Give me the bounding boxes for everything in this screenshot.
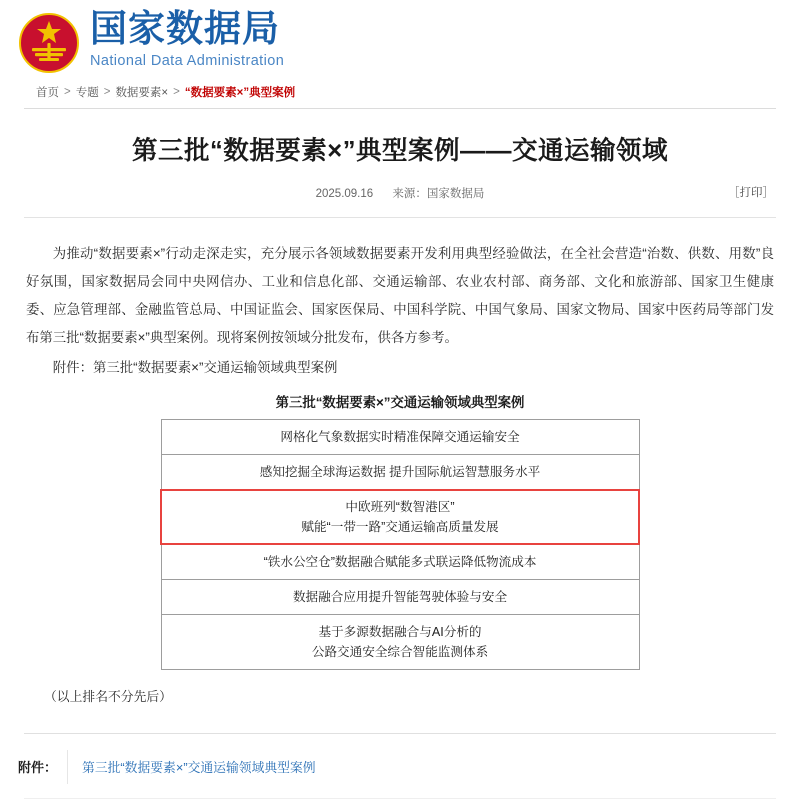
breadcrumb (36, 84, 800, 100)
article-paragraph: 为推动“数据要素×”行动走深走实，充分展示各领域数据要素开发利用典型经验做法，在全社会营造“治数、供数、用数”良好氛围，国家数据局会同中央网信办、工业和信息化部、交通运输部、农业农村部、商务部、文化和旅游部、国家卫生健康委、应急管理部、金融监管总局、中国证监会、国家医保局、中国科学院、中国气象局、国家文物局、国家中医药局等部门发布第三批“数据要素×”典型案例。现将案例按领域分批发布，供各方参考。 (26, 246, 774, 345)
breadcrumb-separator: > (64, 86, 71, 98)
case-cell-line-2: 赋能“一带一路”交通运输高质量发展 (301, 520, 499, 534)
breadcrumb-item-current: “数据要素×”典型案例 (184, 87, 296, 99)
print-button[interactable]: ［打印］ (728, 187, 774, 199)
case-table (160, 419, 640, 670)
footer-divider (24, 733, 776, 734)
ranking-note: （以上排名不分先后） (44, 689, 172, 704)
article-body (26, 218, 774, 705)
breadcrumb-item-topic[interactable]: 专题 (75, 87, 99, 99)
case-cell: 网格化气象数据实时精准保障交通运输安全 (161, 420, 639, 455)
attachment-file-link[interactable]: 第三批“数据要素×”交通运输领域典型案例 (82, 760, 316, 775)
case-cell (161, 490, 639, 544)
table-row[interactable] (161, 615, 639, 670)
attachment-inline-line: 附件：第三批“数据要素×”交通运输领域典型案例 (52, 360, 338, 375)
publish-date: 2025.09.16 (315, 188, 374, 200)
header-divider (24, 108, 776, 109)
case-cell-line-1: 基于多源数据融合与AI分析的 (318, 625, 482, 639)
breadcrumb-item-home[interactable]: 首页 (36, 87, 59, 99)
site-header (0, 0, 800, 74)
case-cell: “铁水公空仓”数据融合赋能多式联运降低物流成本 (161, 544, 639, 580)
table-row-highlighted[interactable] (161, 490, 639, 544)
case-cell-line-1: 中欧班列“数智港区” (345, 500, 455, 514)
page-title: 第三批“数据要素×”典型案例——交通运输领域 (132, 137, 668, 165)
case-cell-line-2: 公路交通安全综合智能监测体系 (311, 645, 489, 659)
table-row[interactable] (161, 544, 639, 580)
attachment-section (0, 750, 800, 784)
breadcrumb-item-data-element[interactable]: 数据要素× (115, 87, 169, 99)
breadcrumb-separator: > (173, 86, 180, 98)
attachment-file-wrap (67, 750, 800, 784)
site-name-cn: 国家数据局 (90, 8, 280, 49)
case-table-title: 第三批“数据要素×”交通运输领域典型案例 (275, 395, 525, 410)
article-meta (0, 185, 800, 201)
table-row[interactable] (161, 420, 639, 455)
breadcrumb-separator: > (103, 86, 111, 98)
case-cell (161, 615, 639, 670)
article-source: 来源：国家数据局 (392, 188, 485, 200)
table-row[interactable] (161, 580, 639, 615)
table-row[interactable] (161, 455, 639, 491)
case-cell: 感知挖掘全球海运数据 提升国际航运智慧服务水平 (161, 455, 639, 491)
site-name-en: National Data Administration (90, 53, 285, 69)
attachment-label: 附件： (18, 760, 58, 775)
national-emblem-icon (18, 12, 80, 74)
case-cell: 数据融合应用提升智能驾驶体验与安全 (161, 580, 639, 615)
site-brand[interactable] (90, 10, 284, 69)
